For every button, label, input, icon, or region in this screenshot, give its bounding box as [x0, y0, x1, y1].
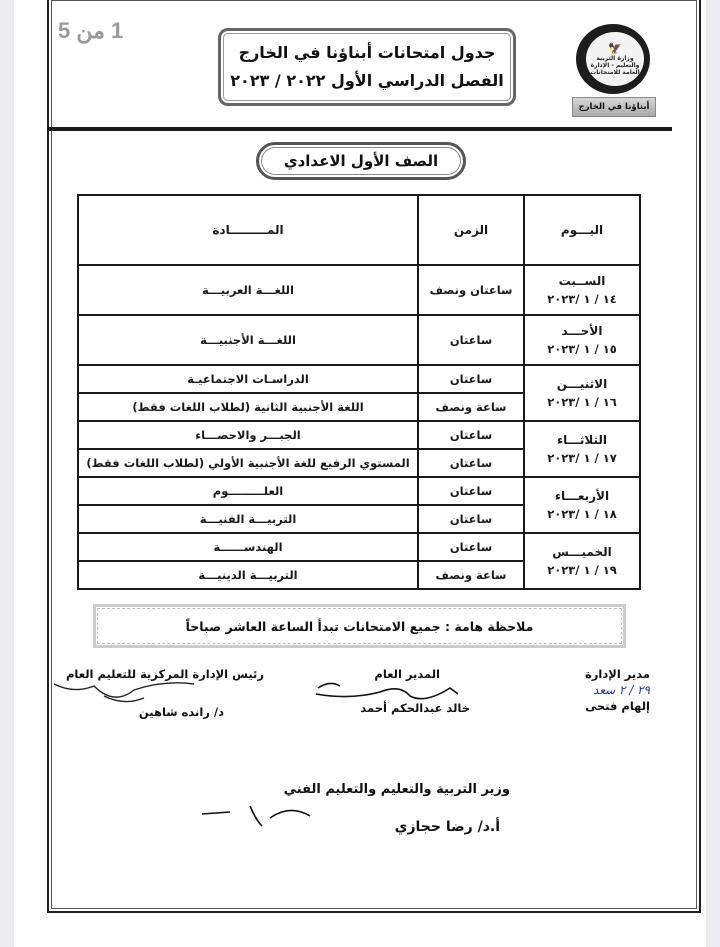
subject-cell: التربيـــة الفنيـــة: [78, 505, 418, 533]
signature-director: [560, 666, 650, 714]
table-row: [78, 315, 640, 365]
time-cell: ساعة ونصف: [418, 561, 524, 589]
day-name: الخميـــس: [552, 545, 612, 559]
day-cell: [524, 265, 640, 315]
signature-head: [44, 666, 264, 720]
day-date: ١٧ / ١ /٢٠٢٣: [547, 451, 617, 465]
subject-cell: اللغة الأجنبية الثانية (لطلاب اللغات فقط): [78, 393, 418, 421]
time-cell: ساعتان: [418, 533, 524, 561]
grade-label: الصف الأول الاعدادي: [256, 142, 466, 180]
table-row: [78, 533, 640, 561]
signature-scribble-icon: [44, 676, 204, 710]
day-cell: [524, 533, 640, 589]
title-box: [218, 28, 516, 106]
day-date: ١٥ / ١ /٢٠٢٣: [547, 342, 617, 356]
signature-scribble-icon: [200, 800, 320, 830]
day-cell: [524, 365, 640, 421]
time-cell: ساعتان: [418, 315, 524, 365]
signature-scribble-icon: [310, 678, 470, 706]
subject-cell: التربيـــة الدينيـــة: [78, 561, 418, 589]
minister-name: أ.د/ رضا حجازي: [394, 819, 500, 835]
signature-role: المدير العام: [374, 667, 440, 681]
day-name: الاثنيـــن: [556, 377, 608, 391]
ministry-logo: [572, 22, 656, 122]
time-cell: ساعة ونصف: [418, 393, 524, 421]
signature-name: د/ رانده شاهين: [138, 705, 224, 719]
table-row: [78, 365, 640, 393]
time-cell: ساعتان ونصف: [418, 265, 524, 315]
day-name: الأحـــد: [561, 324, 603, 338]
header-time: الزمن: [418, 195, 524, 265]
logo-org-text: وزارة التربية والتعليم - الإدارة العامة للامتحانات: [590, 54, 640, 76]
table-row: [78, 265, 640, 315]
header-divider: [47, 127, 672, 131]
day-date: ١٨ / ١ /٢٠٢٣: [547, 507, 617, 521]
day-date: ١٤ / ١ /٢٠٢٣: [547, 292, 617, 306]
minister-role: وزير التربية والتعليم والتعليم الفني: [283, 782, 510, 797]
day-cell: [524, 477, 640, 533]
document-subtitle: الفصل الدراسي الأول ٢٠٢٢ / ٢٠٢٣: [230, 71, 504, 90]
logo-inner: [586, 32, 644, 86]
page-counter: 1 من 5: [58, 18, 124, 43]
subject-cell: العلـــــــــوم: [78, 477, 418, 505]
day-cell: [524, 421, 640, 477]
day-date: ١٦ / ١ /٢٠٢٣: [547, 395, 617, 409]
day-date: ١٩ / ١ /٢٠٢٣: [547, 563, 617, 577]
signature-name: إلهام فتحى: [585, 699, 650, 713]
signature-role: مدير الإدارة: [585, 667, 650, 681]
subject-cell: اللغـــة العربيـــة: [78, 265, 418, 315]
subject-cell: الجبـــر والاحصـــاء: [78, 421, 418, 449]
time-cell: ساعتان: [418, 449, 524, 477]
day-name: الثلاثـــاء: [556, 433, 608, 447]
header-day: اليـــوم: [524, 195, 640, 265]
day-name: الســبت: [558, 274, 606, 288]
day-name: الأربعـــاء: [554, 489, 610, 503]
document-title: جدول امتحانات أبناؤنا في الخارج: [238, 43, 496, 62]
table-row: [78, 421, 640, 449]
time-cell: ساعتان: [418, 365, 524, 393]
table-header-row: [78, 195, 640, 265]
important-note: ملاحظة هامة : جميع الامتحانات تبدأ الساعة العاشر صباحاً: [93, 604, 626, 648]
eagle-emblem-icon: 🦅: [608, 41, 622, 55]
minister-signature: [230, 782, 510, 835]
header-subject: المـــــــــادة: [78, 195, 418, 265]
logo-ring: [576, 24, 650, 94]
day-cell: [524, 315, 640, 365]
signature-general-manager: [310, 666, 470, 716]
handwritten-date: ٢٩ / ٢ سعد: [593, 683, 650, 697]
logo-badge: أبناؤنا في الخارج: [572, 97, 656, 117]
table-row: [78, 477, 640, 505]
signature-role: رئيس الإدارة المركزية للتعليم العام: [65, 667, 264, 681]
subject-cell: اللغـــة الأجنبيـــة: [78, 315, 418, 365]
time-cell: ساعتان: [418, 505, 524, 533]
subject-cell: الدراسـات الاجتماعيـة: [78, 365, 418, 393]
signature-name: خالد عبدالحكم أحمد: [360, 701, 470, 715]
time-cell: ساعتان: [418, 421, 524, 449]
exam-schedule-table: [77, 194, 641, 590]
subject-cell: الهندســــــة: [78, 533, 418, 561]
subject-cell: المستوي الرفيع للغة الأجنبية الأولي (لطلاب اللغات فقط): [78, 449, 418, 477]
time-cell: ساعتان: [418, 477, 524, 505]
